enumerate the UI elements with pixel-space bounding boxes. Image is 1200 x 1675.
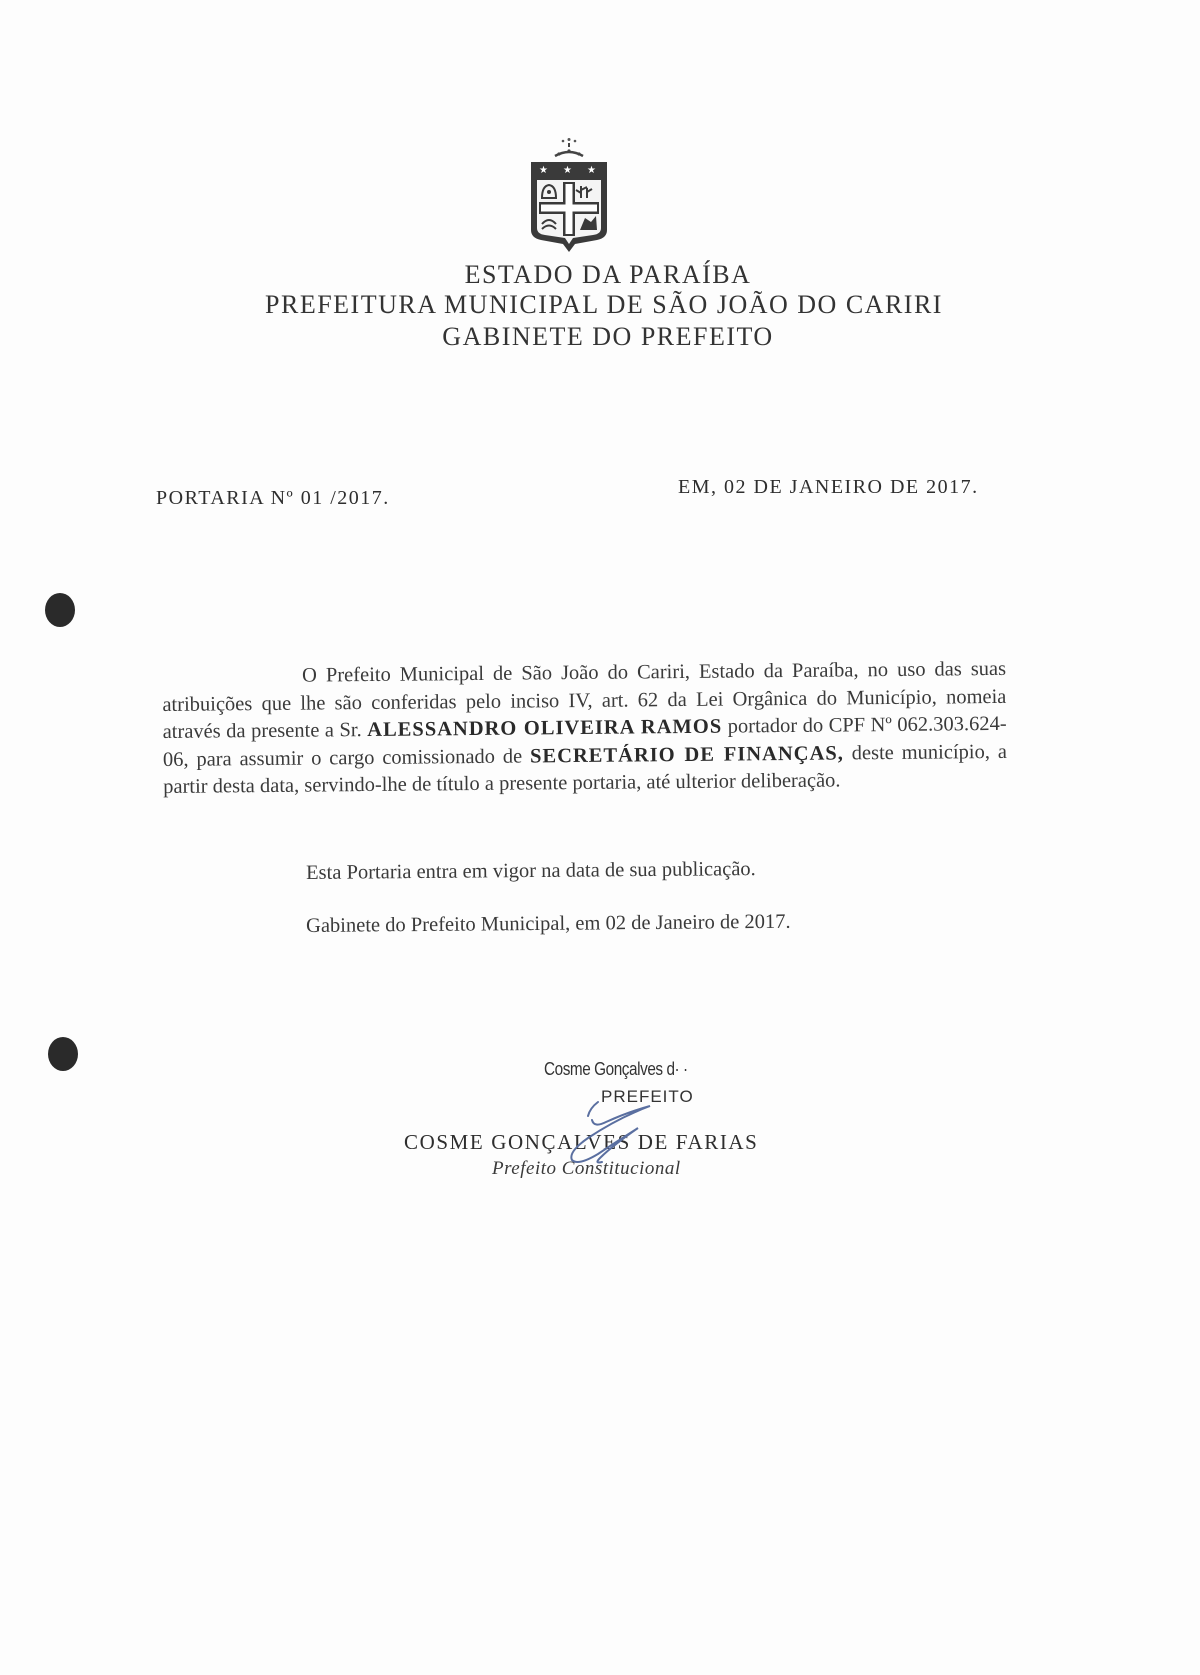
header-state: ESTADO DA PARAÍBA — [464, 260, 752, 289]
punch-hole — [48, 1037, 78, 1071]
body-text-segment: deste município, a partir desta data, servindo-lhe de título a presente portaria, até ulterior deliberação. — [163, 740, 1007, 799]
portaria-date: EM, 02 DE JANEIRO DE 2017. — [678, 476, 979, 498]
body-paragraph-appointment — [162, 656, 1007, 802]
municipal-coat-of-arms-icon — [527, 138, 611, 256]
portaria-number: PORTARIA Nº 01 /2017. — [156, 487, 390, 509]
signer-title: Prefeito Constitucional — [492, 1158, 681, 1179]
body-paragraph-effective: Esta Portaria entra em vigor na data de sua publicação. — [306, 858, 756, 884]
header-office: GABINETE DO PREFEITO — [442, 322, 774, 351]
body-paragraph-place-date: Gabinete do Prefeito Municipal, em 02 de Janeiro de 2017. — [306, 910, 791, 937]
signature-stamp-name: Cosme Gonçalves d· · — [544, 1059, 688, 1079]
header-municipality: PREFEITURA MUNICIPAL DE SÃO JOÃO DO CARIRI — [265, 290, 943, 319]
appointee-name: ALESSANDRO OLIVEIRA RAMOS — [367, 715, 723, 742]
svg-text:★: ★ — [587, 165, 596, 176]
body-text-segment: portador do CPF Nº 062.303.624-06, para assumir o cargo comissionado de — [162, 713, 1007, 771]
handwritten-signature — [558, 1098, 658, 1174]
punch-hole — [45, 593, 75, 627]
body-text-segment: O Prefeito Municipal de São João do Cariri, Estado da Paraíba, no uso das suas atribuições que lhe são conferidas pelo inciso IV, art. 62 da Lei Orgânica do Município, nomeia através da presente a Sr. — [162, 657, 1007, 744]
signer-name: COSME GONÇALVES DE FARIAS — [404, 1130, 759, 1154]
svg-text:★: ★ — [539, 165, 548, 176]
svg-text:★: ★ — [563, 165, 572, 176]
appointed-role: SECRETÁRIO DE FINANÇAS, — [529, 742, 844, 768]
signature-stamp-role: PREFEITO — [601, 1087, 694, 1106]
